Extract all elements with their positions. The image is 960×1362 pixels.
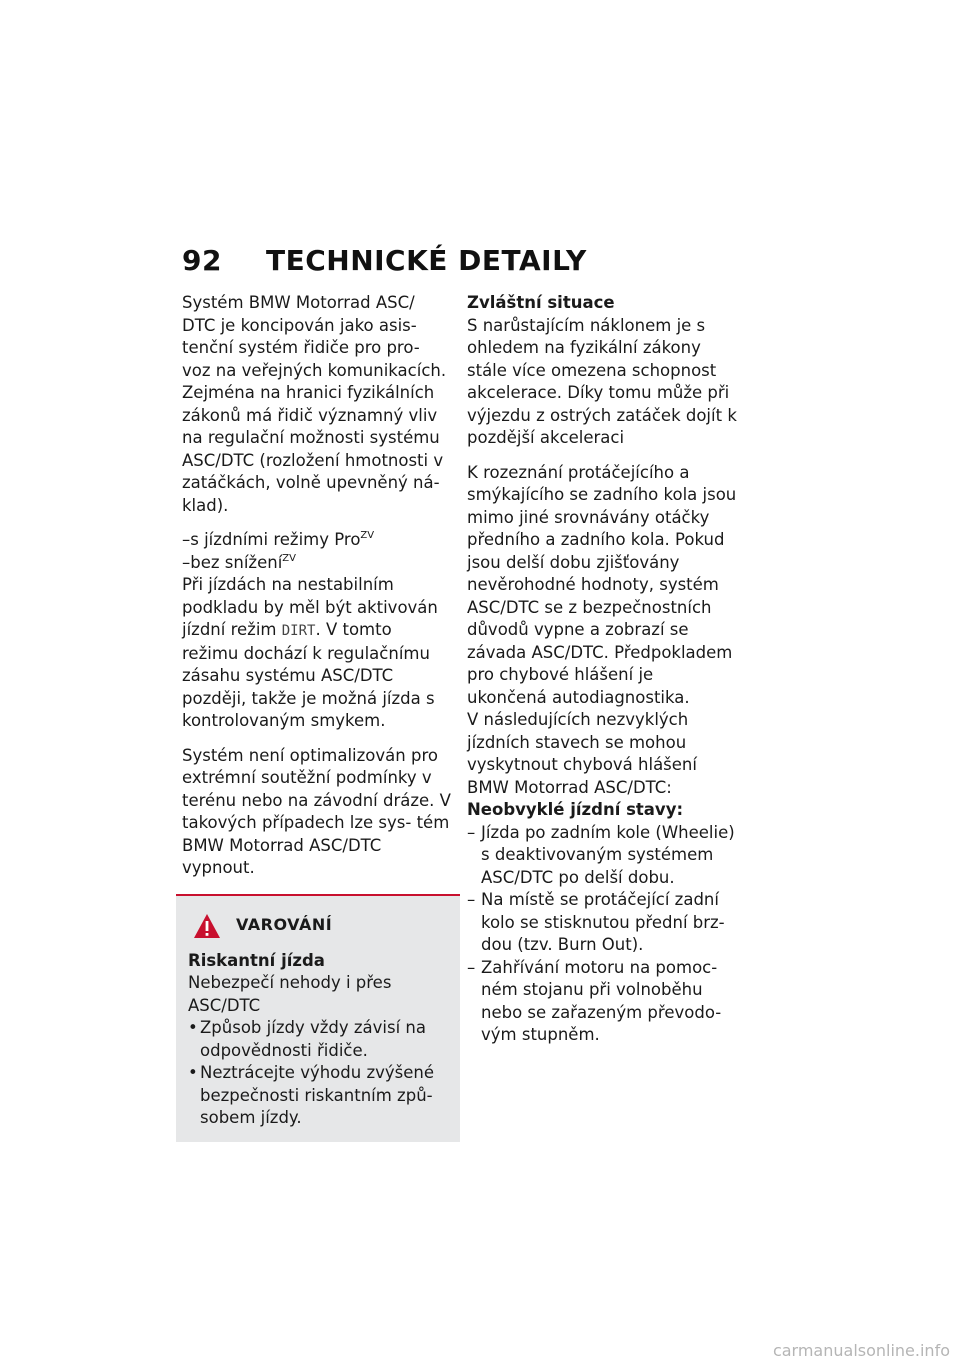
left-column bbox=[182, 292, 452, 1142]
intro-paragraph: Systém BMW Motorrad ASC/ DTC je koncipován jako asis- tenční systém řidiče pro pro- voz na veřejných komunikacích. Zejména na hranici fyzikálních zákonů má řidič významný vliv na regulační možnosti systému ASC/DTC (rozložení hmotnosti v zatáčkách, volně upevněný ná- klad). bbox=[182, 293, 447, 515]
warning-text: Nebezpečí nehody i přes ASC/DTC bbox=[188, 973, 392, 1015]
dirt-mode-label: DIRT bbox=[281, 623, 316, 639]
unusual-states-heading: Neobvyklé jízdní stavy: bbox=[467, 800, 684, 819]
option-superscript: ZV bbox=[360, 530, 375, 541]
warning-triangle-icon bbox=[192, 912, 222, 940]
warning-label: VAROVÁNÍ bbox=[236, 915, 333, 935]
dirt-paragraph: Při jízdách na nestabilním podkladu by měl být aktivován jízdní režim DIRT. V tomto režimu dochází k regulačnímu zásahu systému ASC/DTC později, takže je možná jízda s kontrolovaným smykem. bbox=[182, 575, 438, 730]
unusual-states-list bbox=[467, 822, 737, 1047]
warning-bullets bbox=[188, 1017, 452, 1130]
option-superscript: ZV bbox=[282, 552, 296, 564]
warning-content bbox=[182, 950, 452, 1130]
right-column bbox=[467, 292, 737, 1047]
warning-box bbox=[176, 894, 460, 1142]
warning-heading: Riskantní jízda bbox=[188, 950, 325, 970]
list-item: • Způsob jízdy vždy závisí na odpovědnosti řidiče. bbox=[188, 1017, 452, 1062]
special-situations-heading: Zvláštní situace bbox=[467, 293, 615, 312]
page-number: 92 bbox=[182, 244, 222, 277]
error-paragraph: V následujících nezvyklých jízdních stavech se mohou vyskytnout chybová hlášení BMW Motorrad ASC/DTC: bbox=[467, 710, 697, 797]
list-item: – Jízda po zadním kole (Wheelie) s deaktivovaným systémem ASC/DTC po delší dobu. bbox=[467, 822, 737, 890]
page-header bbox=[182, 244, 587, 277]
list-item: – Na místě se protáčející zadní kolo se stisknutou přední brz- dou (tzv. Burn Out). bbox=[467, 889, 737, 957]
dash-item-lowering: –bez snížení$^{ZV}$ bbox=[182, 552, 296, 572]
dash-item-pro: –s jízdními režimy Pro$^{ZV}$ bbox=[182, 530, 375, 549]
detection-paragraph: K rozeznání protáčejícího a smýkajícího se zadního kola jsou mimo jiné srovnávány otáčky předního a zadního kola. Pokud jsou delší dobu zjišťovány nevěrohodné hodnoty, systém ASC/DTC se z bezpečnostních důvodů vypne a zobrazí se závada ASC/DTC. Předpokladem pro chybové hlášení je ukončená autodiagnostika. bbox=[467, 462, 737, 707]
warning-title bbox=[182, 912, 452, 940]
watermark: carmanualsonline.info bbox=[772, 1341, 950, 1360]
list-item: – Zahřívání motoru na pomoc- ném stojanu při volnoběhu nebo se zařazeným převodo- vým stupněm. bbox=[467, 957, 737, 1047]
page-title: TECHNICKÉ DETAILY bbox=[266, 244, 587, 277]
list-item: • Neztrácejte výhodu zvýšené bezpečnosti riskantním způ- sobem jízdy. bbox=[188, 1062, 452, 1130]
lean-paragraph: S narůstajícím náklonem je s ohledem na fyzikální zákony stále více omezena schopnost akcelerace. Díky tomu může při výjezdu z ostrých zatáček dojít k pozdější akceleraci bbox=[467, 315, 737, 447]
competition-paragraph: Systém není optimalizován pro extrémní soutěžní podmínky v terénu nebo na závodní dráze. V takových případech lze sys- tém BMW Motorrad ASC/DTC vypnout. bbox=[182, 745, 451, 877]
